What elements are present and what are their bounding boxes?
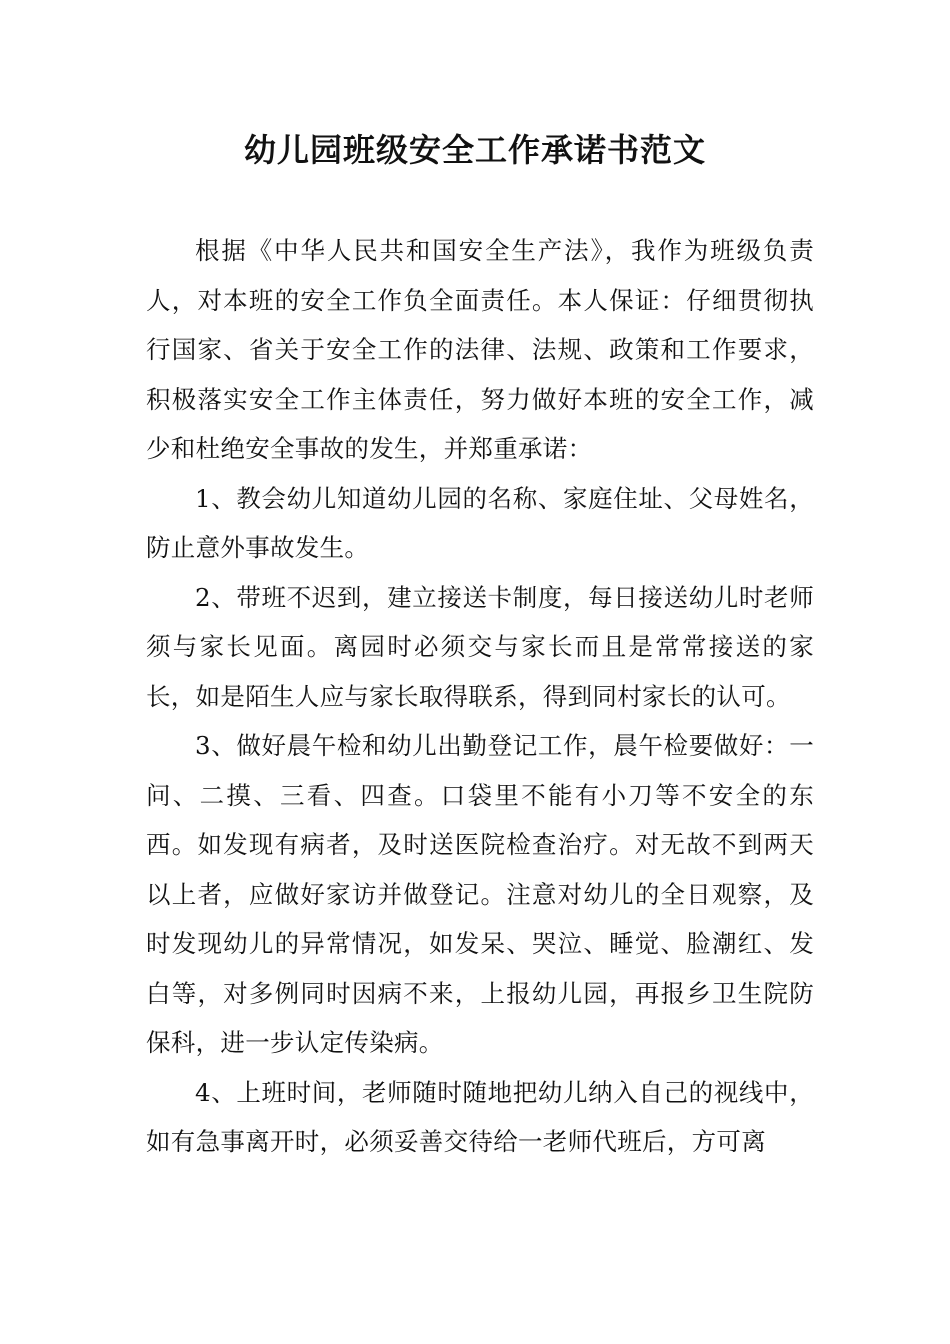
paragraph-intro: 根据《中华人民共和国安全生产法》，我作为班级负责人，对本班的安全工作负全面责任。本人保证：仔细贯彻执行国家、省关于安全工作的法律、法规、政策和工作要求，积极落实安全工作主体责任，努力做好本班的安全工作，减少和杜绝安全事故的发生，并郑重承诺： bbox=[146, 236, 814, 463]
paragraph-item-2: 2、带班不迟到，建立接送卡制度，每日接送幼儿时老师须与家长见面。离园时必须交与家长而且是常常接送的家长，如是陌生人应与家长取得联系，得到同村家长的认可。 bbox=[146, 582, 814, 711]
paragraph-item-1: 1、教会幼儿知道幼儿园的名称、家庭住址、父母姓名，防止意外事故发生。 bbox=[146, 483, 814, 562]
document-title: 幼儿园班级安全工作承诺书范文 bbox=[243, 131, 706, 169]
paragraph-item-3: 3、做好晨午检和幼儿出勤登记工作，晨午检要做好：一问、二摸、三看、四查。口袋里不能有小刀等不安全的东西。如发现有病者，及时送医院检查治疗。对无故不到两天以上者，应做好家访并做登记。注意对幼儿的全日观察，及时发现幼儿的异常情况，如发呆、哭泣、睡觉、脸潮红、发白等，对多例同时因病不来，上报幼儿园，再报乡卫生院防保科，进一步认定传染病。 bbox=[146, 731, 814, 1057]
document-body bbox=[146, 226, 814, 1167]
paragraph-item-4: 4、上班时间，老师随时随地把幼儿纳入自己的视线中，如有急事离开时，必须妥善交待给一老师代班后，方可离 bbox=[146, 1077, 814, 1156]
